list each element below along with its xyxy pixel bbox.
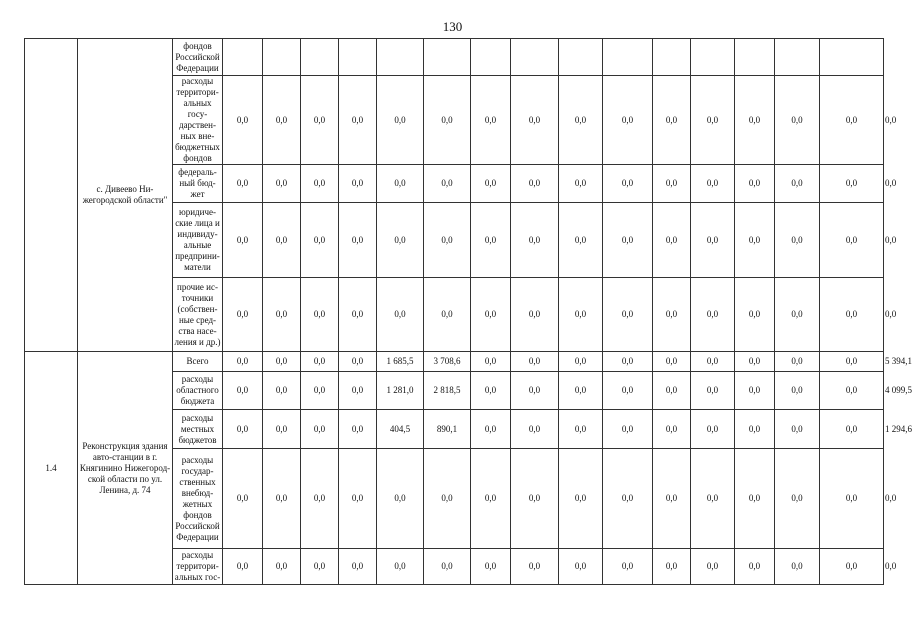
value-cell: 0,0 bbox=[511, 372, 559, 410]
value-cell bbox=[691, 39, 735, 76]
value-cell: 0,0 bbox=[339, 278, 377, 352]
value-cell bbox=[775, 39, 820, 76]
funding-source-cell: Всего bbox=[173, 352, 223, 372]
value-cell: 0,0 bbox=[511, 549, 559, 585]
value-cell: 0,0 bbox=[424, 165, 471, 203]
value-cell: 0,0 bbox=[301, 76, 339, 165]
funding-source-cell: расходы территори-альных гос- bbox=[173, 549, 223, 585]
object-name-cell: Реконструкция здания авто-станции в г. Княгинино Нижегород-ской области по ул. Ленина, д. 74 bbox=[78, 352, 173, 585]
value-cell: 0,0 bbox=[263, 352, 301, 372]
value-cell: 0,0 bbox=[511, 352, 559, 372]
value-cell: 0,0 bbox=[735, 165, 775, 203]
value-cell: 0,0 bbox=[820, 410, 884, 449]
value-cell: 0,0 bbox=[653, 352, 691, 372]
value-cell: 0,0 bbox=[223, 410, 263, 449]
value-cell: 0,0 bbox=[559, 449, 603, 549]
value-cell: 0,0 bbox=[559, 372, 603, 410]
value-cell bbox=[603, 39, 653, 76]
value-cell: 0,0 bbox=[223, 372, 263, 410]
group-number-cell bbox=[25, 39, 78, 352]
value-cell: 0,0 bbox=[735, 352, 775, 372]
value-cell: 1 685,5 bbox=[377, 352, 424, 372]
value-cell: 0,0 bbox=[603, 278, 653, 352]
value-cell: 0,0 bbox=[339, 352, 377, 372]
value-cell: 0,0 bbox=[301, 549, 339, 585]
table-row bbox=[25, 39, 884, 76]
value-cell: 0,0 bbox=[691, 410, 735, 449]
funding-source-cell: федераль-ный бюд-жет bbox=[173, 165, 223, 203]
value-cell: 0,0 bbox=[471, 278, 511, 352]
value-cell: 0,0 bbox=[377, 278, 424, 352]
value-cell: 0,0 bbox=[223, 352, 263, 372]
value-cell: 0,0 bbox=[775, 352, 820, 372]
value-cell: 0,0 bbox=[653, 203, 691, 278]
value-cell: 0,0 bbox=[511, 449, 559, 549]
value-cell: 0,0 bbox=[377, 165, 424, 203]
value-cell: 0,0 bbox=[424, 203, 471, 278]
value-cell: 0,0 bbox=[735, 449, 775, 549]
value-cell: 0,0 bbox=[820, 549, 884, 585]
value-cell: 0,0 bbox=[471, 352, 511, 372]
value-cell: 0,0 bbox=[775, 278, 820, 352]
table-row: расходы территори-альных госу-дарствен-ных вне-бюджетных фондов 0,0 0,0 0,0 0,0 0,0 0,0 0,0 0,0 0,0 0,0 0,0 0,0 0,0 0,0 0,0 0,0 bbox=[25, 76, 884, 165]
value-cell bbox=[735, 39, 775, 76]
page-number: 130 bbox=[442, 19, 463, 34]
value-cell bbox=[820, 39, 884, 76]
funding-source-cell: расходы местных бюджетов bbox=[173, 410, 223, 449]
value-cell: 0,0 bbox=[735, 278, 775, 352]
value-cell bbox=[377, 39, 424, 76]
value-cell: 0,0 bbox=[511, 203, 559, 278]
value-cell: 0,0 bbox=[471, 549, 511, 585]
funding-source-cell: прочие ис-точники (собствен-ные сред-ства насе-ления и др.) bbox=[173, 278, 223, 352]
value-cell: 0,0 bbox=[511, 278, 559, 352]
value-cell: 0,0 bbox=[691, 203, 735, 278]
object-name-cell: с. Дивеево Ни-жегородской области" bbox=[78, 39, 173, 352]
value-cell: 0,0 bbox=[653, 372, 691, 410]
value-cell: 0,0 bbox=[603, 449, 653, 549]
value-cell: 0,0 bbox=[653, 449, 691, 549]
value-cell: 0,0 bbox=[339, 449, 377, 549]
funding-source-cell: расходы областного бюджета bbox=[173, 372, 223, 410]
value-cell: 0,0 bbox=[263, 278, 301, 352]
value-cell: 0,0 bbox=[653, 165, 691, 203]
value-cell: 0,0 bbox=[735, 410, 775, 449]
group-number-cell: 1.4 bbox=[25, 352, 78, 585]
value-cell: 0,0 bbox=[735, 203, 775, 278]
value-cell: 0,0 bbox=[223, 449, 263, 549]
value-cell: 0,0 bbox=[263, 449, 301, 549]
value-cell: 0,0 bbox=[263, 372, 301, 410]
value-cell: 0,0 bbox=[691, 372, 735, 410]
value-cell: 0,0 bbox=[775, 410, 820, 449]
value-cell: 0,0 bbox=[471, 410, 511, 449]
value-cell: 0,0 bbox=[775, 449, 820, 549]
value-cell: 0,0 bbox=[471, 165, 511, 203]
value-cell: 1 281,0 bbox=[377, 372, 424, 410]
value-cell: 0,0 bbox=[263, 410, 301, 449]
value-cell: 0,0 bbox=[559, 549, 603, 585]
value-cell: 0,0 bbox=[653, 278, 691, 352]
value-cell: 0,0 bbox=[735, 76, 775, 165]
table-row: расходы государ-ственных внебюд-жетных фондов Российской Федерации 0,0 0,0 0,0 0,0 0,0 0,0 0,0 0,0 0,0 0,0 0,0 0,0 0,0 0,0 0,0 0,0 bbox=[25, 449, 884, 549]
value-cell: 0,0 bbox=[301, 449, 339, 549]
value-cell: 0,0 bbox=[301, 352, 339, 372]
value-cell: 0,0 bbox=[471, 203, 511, 278]
value-cell bbox=[424, 39, 471, 76]
value-cell: 0,0 bbox=[301, 165, 339, 203]
value-cell: 0,0 bbox=[377, 76, 424, 165]
value-cell: 0,0 bbox=[603, 372, 653, 410]
table-row: юридиче-ские лица и индивиду-альные предприни-матели 0,0 0,0 0,0 0,0 0,0 0,0 0,0 0,0 0,0 0,0 0,0 0,0 0,0 0,0 0,0 0,0 bbox=[25, 203, 884, 278]
value-cell: 0,0 bbox=[820, 372, 884, 410]
value-cell: 0,0 bbox=[775, 165, 820, 203]
funding-source-cell: расходы государ-ственных внебюд-жетных фондов Российской Федерации bbox=[173, 449, 223, 549]
value-cell: 0,0 bbox=[691, 549, 735, 585]
value-cell bbox=[301, 39, 339, 76]
value-cell: 0,0 bbox=[559, 352, 603, 372]
value-cell: 0,0 bbox=[603, 76, 653, 165]
table-row: расходы областного бюджета 0,0 0,0 0,0 0,0 1 281,0 2 818,5 0,0 0,0 0,0 0,0 0,0 0,0 0,0 0,0 0,0 4 099,5 bbox=[25, 372, 884, 410]
table-row: расходы территори-альных гос- 0,0 0,0 0,0 0,0 0,0 0,0 0,0 0,0 0,0 0,0 0,0 0,0 0,0 0,0 0,0 0,0 bbox=[25, 549, 884, 585]
table-row: федераль-ный бюд-жет 0,0 0,0 0,0 0,0 0,0 0,0 0,0 0,0 0,0 0,0 0,0 0,0 0,0 0,0 0,0 0,0 bbox=[25, 165, 884, 203]
value-cell: 0,0 bbox=[339, 549, 377, 585]
value-cell: 0,0 bbox=[559, 76, 603, 165]
value-cell: 0,0 bbox=[301, 203, 339, 278]
value-cell bbox=[223, 39, 263, 76]
value-cell: 0,0 bbox=[511, 410, 559, 449]
value-cell: 0,0 bbox=[263, 165, 301, 203]
value-cell: 0,0 bbox=[301, 410, 339, 449]
value-cell: 0,0 bbox=[603, 165, 653, 203]
value-cell: 0,0 bbox=[775, 203, 820, 278]
value-cell: 0,0 bbox=[735, 549, 775, 585]
value-cell: 0,0 bbox=[377, 549, 424, 585]
value-cell: 0,0 bbox=[471, 449, 511, 549]
value-cell: 0,0 bbox=[263, 76, 301, 165]
value-cell: 0,0 bbox=[471, 372, 511, 410]
value-cell: 3 708,6 bbox=[424, 352, 471, 372]
value-cell: 0,0 bbox=[339, 410, 377, 449]
value-cell: 0,0 bbox=[339, 76, 377, 165]
value-cell: 0,0 bbox=[653, 410, 691, 449]
value-cell: 0,0 bbox=[223, 549, 263, 585]
value-cell: 0,0 bbox=[223, 278, 263, 352]
table-row: расходы местных бюджетов 0,0 0,0 0,0 0,0 404,5 890,1 0,0 0,0 0,0 0,0 0,0 0,0 0,0 0,0 0,0 1 294,6 bbox=[25, 410, 884, 449]
value-cell: 0,0 bbox=[603, 352, 653, 372]
value-cell: 0,0 bbox=[377, 449, 424, 549]
value-cell: 0,0 bbox=[603, 410, 653, 449]
value-cell: 0,0 bbox=[775, 549, 820, 585]
value-cell: 0,0 bbox=[424, 278, 471, 352]
value-cell: 0,0 bbox=[223, 165, 263, 203]
value-cell: 0,0 bbox=[339, 165, 377, 203]
value-cell: 0,0 bbox=[559, 278, 603, 352]
value-cell: 0,0 bbox=[377, 203, 424, 278]
value-cell: 0,0 bbox=[301, 278, 339, 352]
value-cell: 0,0 bbox=[691, 352, 735, 372]
value-cell: 0,0 bbox=[223, 203, 263, 278]
value-cell: 0,0 bbox=[223, 76, 263, 165]
value-cell bbox=[339, 39, 377, 76]
value-cell: 0,0 bbox=[691, 165, 735, 203]
value-cell: 0,0 bbox=[820, 449, 884, 549]
value-cell: 2 818,5 bbox=[424, 372, 471, 410]
value-cell bbox=[471, 39, 511, 76]
value-cell bbox=[559, 39, 603, 76]
value-cell: 0,0 bbox=[820, 352, 884, 372]
value-cell: 0,0 bbox=[263, 203, 301, 278]
value-cell: 0,0 bbox=[653, 76, 691, 165]
value-cell: 0,0 bbox=[603, 203, 653, 278]
value-cell: 0,0 bbox=[691, 278, 735, 352]
value-cell: 0,0 bbox=[820, 165, 884, 203]
value-cell: 0,0 bbox=[301, 372, 339, 410]
value-cell: 0,0 bbox=[820, 76, 884, 165]
value-cell bbox=[653, 39, 691, 76]
value-cell: 0,0 bbox=[603, 549, 653, 585]
value-cell: 0,0 bbox=[735, 372, 775, 410]
value-cell: 0,0 bbox=[820, 203, 884, 278]
funding-source-cell: юридиче-ские лица и индивиду-альные предприни-матели bbox=[173, 203, 223, 278]
value-cell: 890,1 bbox=[424, 410, 471, 449]
value-cell: 0,0 bbox=[424, 449, 471, 549]
value-cell: 0,0 bbox=[559, 165, 603, 203]
value-cell: 0,0 bbox=[559, 203, 603, 278]
value-cell bbox=[263, 39, 301, 76]
value-cell: 0,0 bbox=[263, 549, 301, 585]
financing-table bbox=[24, 38, 912, 585]
value-cell: 0,0 bbox=[424, 76, 471, 165]
value-cell: 0,0 bbox=[424, 549, 471, 585]
value-cell: 0,0 bbox=[653, 549, 691, 585]
value-cell: 0,0 bbox=[775, 76, 820, 165]
value-cell: 0,0 bbox=[691, 449, 735, 549]
value-cell: 0,0 bbox=[559, 410, 603, 449]
value-cell: 0,0 bbox=[511, 76, 559, 165]
value-cell: 0,0 bbox=[471, 76, 511, 165]
funding-source-cell: расходы территори-альных госу-дарствен-ных вне-бюджетных фондов bbox=[173, 76, 223, 165]
value-cell: 0,0 bbox=[511, 165, 559, 203]
value-cell bbox=[511, 39, 559, 76]
table-row: прочие ис-точники (собствен-ные сред-ства насе-ления и др.) 0,0 0,0 0,0 0,0 0,0 0,0 0,0 0,0 0,0 0,0 0,0 0,0 0,0 0,0 0,0 0,0 bbox=[25, 278, 884, 352]
value-cell: 0,0 bbox=[820, 278, 884, 352]
table-row: 1.4 Реконструкция здания авто-станции в г. Княгинино Нижегород-ской области по ул. Ленина, д. 74 Всего 0,0 0,0 0,0 0,0 1 685,5 3 708,6 0,0 0,0 0,0 0,0 0,0 0,0 0,0 0,0 0,0 5 394,1 bbox=[25, 352, 884, 372]
value-cell: 404,5 bbox=[377, 410, 424, 449]
value-cell: 0,0 bbox=[339, 203, 377, 278]
value-cell: 0,0 bbox=[339, 372, 377, 410]
value-cell: 0,0 bbox=[775, 372, 820, 410]
value-cell: 0,0 bbox=[691, 76, 735, 165]
funding-source-cell: фондов Российской Федерации bbox=[173, 39, 223, 76]
